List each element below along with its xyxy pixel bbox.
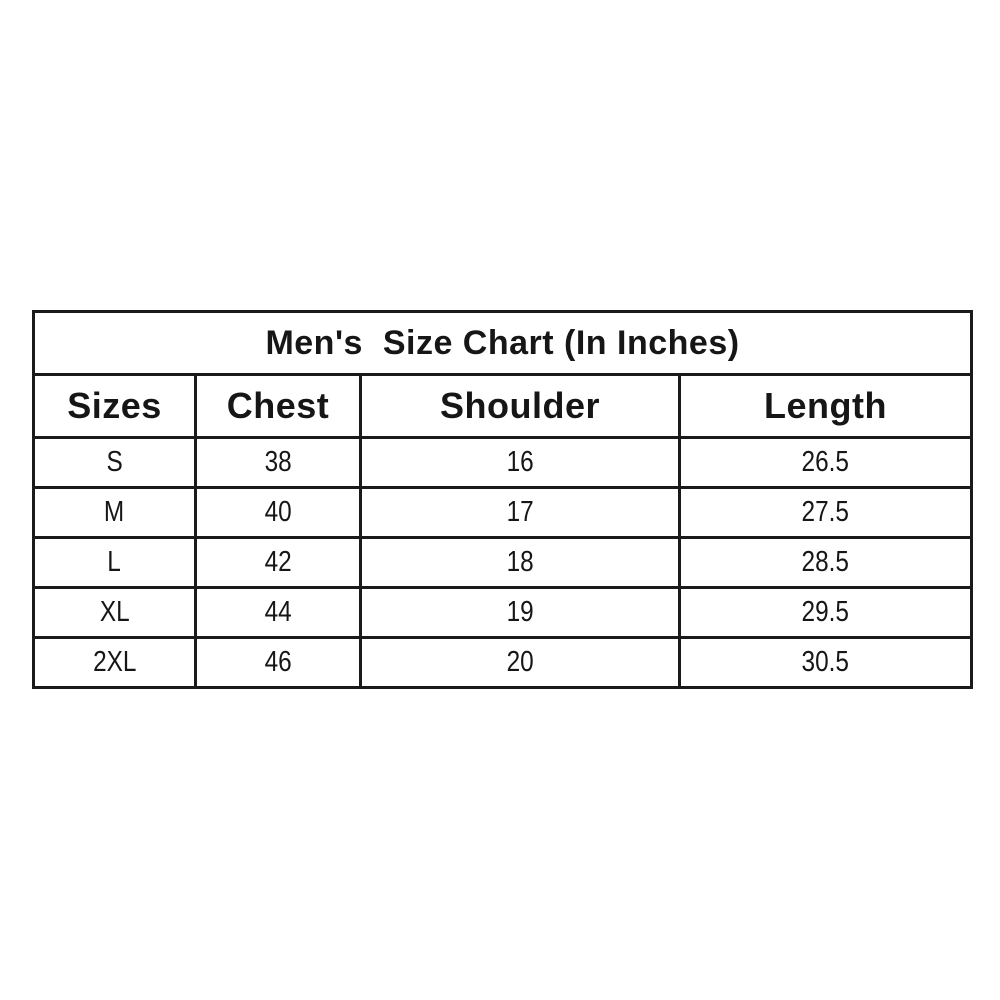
chest-value: 44 xyxy=(264,596,292,628)
chest-cell xyxy=(196,638,361,688)
length-value: 26.5 xyxy=(801,446,850,478)
length-value: 28.5 xyxy=(801,546,850,578)
length-cell xyxy=(680,588,972,638)
chest-cell xyxy=(196,588,361,638)
size-value: M xyxy=(104,496,125,528)
chest-value: 38 xyxy=(264,446,292,478)
column-header-sizes: Sizes xyxy=(34,375,196,438)
chest-cell xyxy=(196,538,361,588)
size-cell xyxy=(34,438,196,488)
table-row-m xyxy=(34,488,972,538)
chest-value: 46 xyxy=(264,646,292,678)
shoulder-value: 16 xyxy=(506,446,534,478)
shoulder-cell xyxy=(361,638,680,688)
size-cell xyxy=(34,588,196,638)
header-row xyxy=(34,375,972,438)
chest-cell xyxy=(196,438,361,488)
shoulder-value: 17 xyxy=(506,496,534,528)
shoulder-cell xyxy=(361,538,680,588)
length-value: 30.5 xyxy=(801,646,850,678)
shoulder-value: 20 xyxy=(506,646,534,678)
size-cell xyxy=(34,488,196,538)
table-row-xl xyxy=(34,588,972,638)
title-row xyxy=(34,312,972,375)
length-cell xyxy=(680,538,972,588)
chest-value: 40 xyxy=(264,496,292,528)
shoulder-value: 18 xyxy=(506,546,534,578)
shoulder-cell xyxy=(361,588,680,638)
column-header-chest: Chest xyxy=(196,375,361,438)
table-title xyxy=(34,312,972,375)
size-value: L xyxy=(107,546,122,578)
shoulder-cell xyxy=(361,438,680,488)
table-row-2xl xyxy=(34,638,972,688)
length-value: 27.5 xyxy=(801,496,850,528)
column-header-shoulder: Shoulder xyxy=(361,375,680,438)
chest-cell xyxy=(196,488,361,538)
length-cell xyxy=(680,438,972,488)
column-header-length: Length xyxy=(680,375,972,438)
table-title-text: Men's Size Chart (In Inches) xyxy=(265,323,740,362)
size-value: S xyxy=(106,446,123,478)
size-value: XL xyxy=(99,596,130,628)
shoulder-value: 19 xyxy=(506,596,534,628)
size-cell xyxy=(34,538,196,588)
table-row-s xyxy=(34,438,972,488)
size-value: 2XL xyxy=(92,646,137,678)
length-cell xyxy=(680,638,972,688)
size-cell xyxy=(34,638,196,688)
size-chart-table xyxy=(32,310,973,689)
table-row-l xyxy=(34,538,972,588)
length-value: 29.5 xyxy=(801,596,850,628)
length-cell xyxy=(680,488,972,538)
shoulder-cell xyxy=(361,488,680,538)
chest-value: 42 xyxy=(264,546,292,578)
